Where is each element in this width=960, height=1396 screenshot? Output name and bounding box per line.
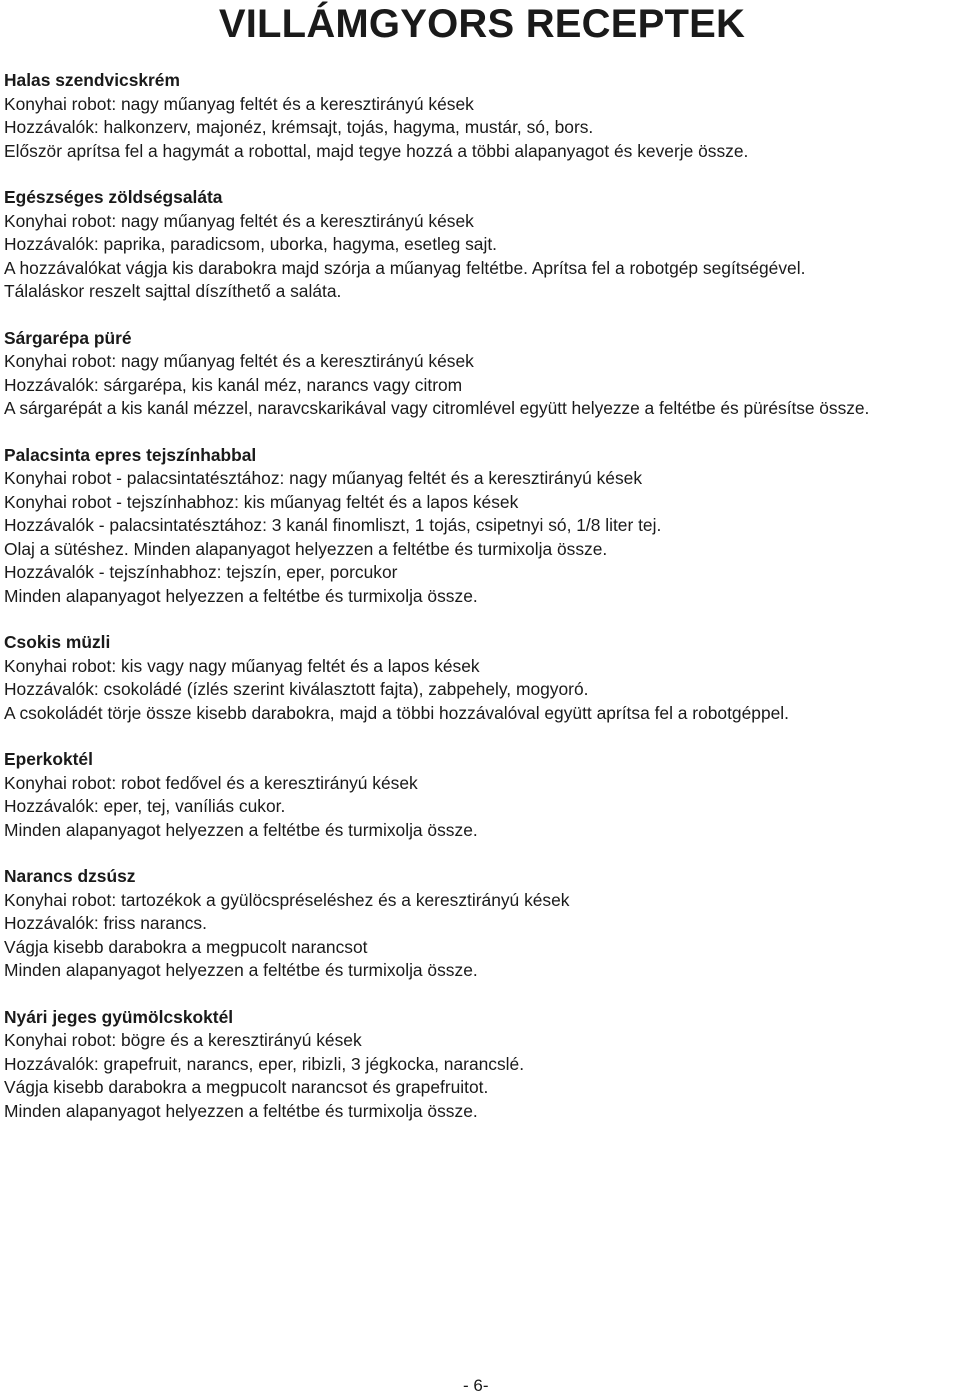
- recipe-line: Konyhai robot: robot fedővel és a keresztirányú kések: [4, 772, 418, 793]
- recipe-line: Konyhai robot - palacsintatésztához: nagy műanyag feltét és a keresztirányú kések: [4, 468, 643, 488]
- recipe-line: Minden alapanyagot helyezzen a feltétbe és turmixolja össze.: [4, 960, 478, 980]
- recipe-line: A csokoládét törje össze kisebb darabokra, majd a többi hozzávalóval együtt aprítsa fel a robotgéppel.: [4, 702, 789, 723]
- recipe-line: Hozzávalók: friss narancs.: [4, 913, 207, 933]
- recipe-line: Hozzávalók - palacsintatésztához: 3 kanál finomliszt, 1 tojás, csipetnyi só, 1/8 liter tej.: [4, 515, 662, 535]
- recipe-title: Palacsinta epres tejszínhabbal: [4, 444, 257, 465]
- recipe-title: Narancs dzsúsz: [4, 866, 136, 886]
- recipe-egeszseges-zoldsegsalata: [4, 186, 958, 304]
- recipe-line: Hozzávalók: halkonzerv, majonéz, krémsajt, tojás, hagyma, mustár, só, bors.: [4, 117, 594, 137]
- recipe-line: Hozzávalók - tejszínhabhoz: tejszín, eper, porcukor: [4, 562, 398, 582]
- recipe-line: Konyhai robot: bögre és a keresztirányú kések: [4, 1030, 362, 1050]
- recipe-line: Minden alapanyagot helyezzen a feltétbe és turmixolja össze.: [4, 819, 478, 840]
- page-number: - 6-: [463, 1376, 489, 1395]
- recipe-line: Konyhai robot: nagy műanyag feltét és a keresztirányú kések: [4, 93, 474, 114]
- recipe-line: Hozzávalók: csokoládé (ízlés szerint kiválasztott fajta), zabpehely, mogyoró.: [4, 679, 589, 699]
- recipe-line: Konyhai robot: kis vagy nagy műanyag feltét és a lapos kések: [4, 655, 480, 676]
- recipe-halas-szendvicskrem: [4, 69, 958, 163]
- recipe-title: Sárgarépa püré: [4, 327, 132, 348]
- recipe-line: Vágja kisebb darabokra a megpucolt narancsot: [4, 936, 368, 957]
- recipe-title: Nyári jeges gyümölcskoktél: [4, 1006, 234, 1027]
- recipe-line: Minden alapanyagot helyezzen a feltétbe és turmixolja össze.: [4, 1100, 478, 1121]
- recipe-line: Hozzávalók: grapefruit, narancs, eper, ribizli, 3 jégkocka, narancslé.: [4, 1053, 525, 1074]
- recipe-line: Hozzávalók: sárgarépa, kis kanál méz, narancs vagy citrom: [4, 374, 463, 395]
- recipe-line: Tálaláskor reszelt sajttal díszíthető a saláta.: [4, 281, 342, 301]
- recipe-line: Konyhai robot: tartozékok a gyülöcspréseléshez és a keresztirányú kések: [4, 889, 570, 910]
- recipe-title: Csokis müzli: [4, 632, 111, 652]
- recipe-line: Vágja kisebb darabokra a megpucolt narancsot és grapefruitot.: [4, 1077, 489, 1097]
- page-title: VILLÁMGYORS RECEPTEK: [218, 2, 746, 46]
- recipe-title: Egészséges zöldségsaláta: [4, 187, 223, 207]
- recipe-line: Olaj a sütéshez. Minden alapanyagot helyezzen a feltétbe és turmixolja össze.: [4, 538, 608, 559]
- recipe-line: Konyhai robot: nagy műanyag feltét és a keresztirányú kések: [4, 351, 474, 371]
- recipe-narancs-dzsusz: [4, 865, 958, 983]
- recipe-title: Halas szendvicskrém: [4, 70, 180, 90]
- recipe-eperkoktel: [4, 748, 958, 842]
- recipe-line: A hozzávalókat vágja kis darabokra majd szórja a műanyag feltétbe. Aprítsa fel a robotgép segítségével.: [4, 257, 806, 278]
- recipe-sargarepa-pure: [4, 327, 958, 421]
- recipe-line: Hozzávalók: paprika, paradicsom, uborka, hagyma, esetleg sajt.: [4, 234, 497, 254]
- recipe-palacsinta-epres-tejszinhabbal: [4, 444, 958, 609]
- recipe-line: Először aprítsa fel a hagymát a robottal, majd tegye hozzá a többi alapanyagot és keverje össze.: [4, 140, 749, 161]
- recipe-nyari-jeges-gyumolcskoktel: [4, 1006, 958, 1124]
- recipe-csokis-muzli: [4, 631, 958, 725]
- recipe-list: [4, 69, 958, 1146]
- recipe-line: Konyhai robot - tejszínhabhoz: kis műanyag feltét és a lapos kések: [4, 491, 519, 512]
- recipe-line: Minden alapanyagot helyezzen a feltétbe és turmixolja össze.: [4, 585, 478, 606]
- recipe-line: Hozzávalók: eper, tej, vaníliás cukor.: [4, 796, 286, 816]
- recipe-line: Konyhai robot: nagy műanyag feltét és a keresztirányú kések: [4, 210, 474, 231]
- recipe-title: Eperkoktél: [4, 749, 93, 769]
- recipe-line: A sárgarépát a kis kanál mézzel, naravcskarikával vagy citromlével együtt helyezze a feltétbe és pürésítse össze.: [4, 398, 870, 418]
